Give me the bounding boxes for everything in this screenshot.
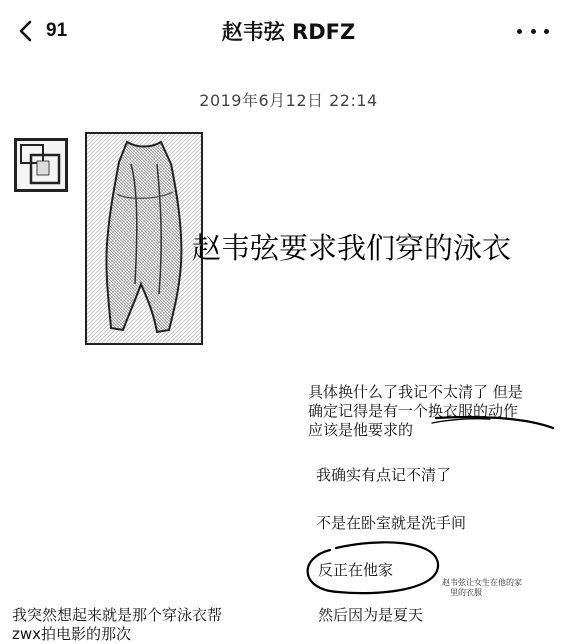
more-dot-icon [531, 29, 536, 34]
message-text: zwx拍电影的那次 [12, 625, 132, 643]
chat-title: 赵韦弦 RDFZ [221, 20, 356, 44]
avatar-icon [17, 141, 65, 189]
message-text: 我确实有点记不清了 [316, 466, 452, 484]
message-text: 应该是他要求的 [308, 421, 414, 439]
handwritten-note: 里的衣服 [450, 588, 482, 597]
swimsuit-image [87, 134, 201, 343]
more-dot-icon [517, 29, 522, 34]
message-text: 然后因为是夏天 [318, 606, 424, 624]
message-text: 我突然想起来就是那个穿泳衣帮 [12, 606, 223, 624]
message-text: 确定记得是有一个换衣服的动作 [308, 402, 519, 420]
unread-count: 91 [46, 20, 68, 41]
image-message[interactable] [85, 132, 203, 345]
message-timestamp: 2019年6月12日 22:14 [199, 91, 378, 110]
chat-header [0, 0, 577, 62]
message-text: 具体换什么了我记不太清了 但是 [308, 383, 523, 401]
more-options-button[interactable] [517, 20, 549, 42]
avatar[interactable] [14, 138, 68, 192]
image-overlay-caption: 赵韦弦要求我们穿的泳衣 [192, 231, 512, 265]
message-text: 反正在他家 [318, 561, 394, 579]
message-text: 不是在卧室就是洗手间 [316, 514, 467, 532]
handwritten-note: 赵韦弦让女生在他的家 [442, 578, 522, 587]
more-dot-icon [544, 29, 549, 34]
